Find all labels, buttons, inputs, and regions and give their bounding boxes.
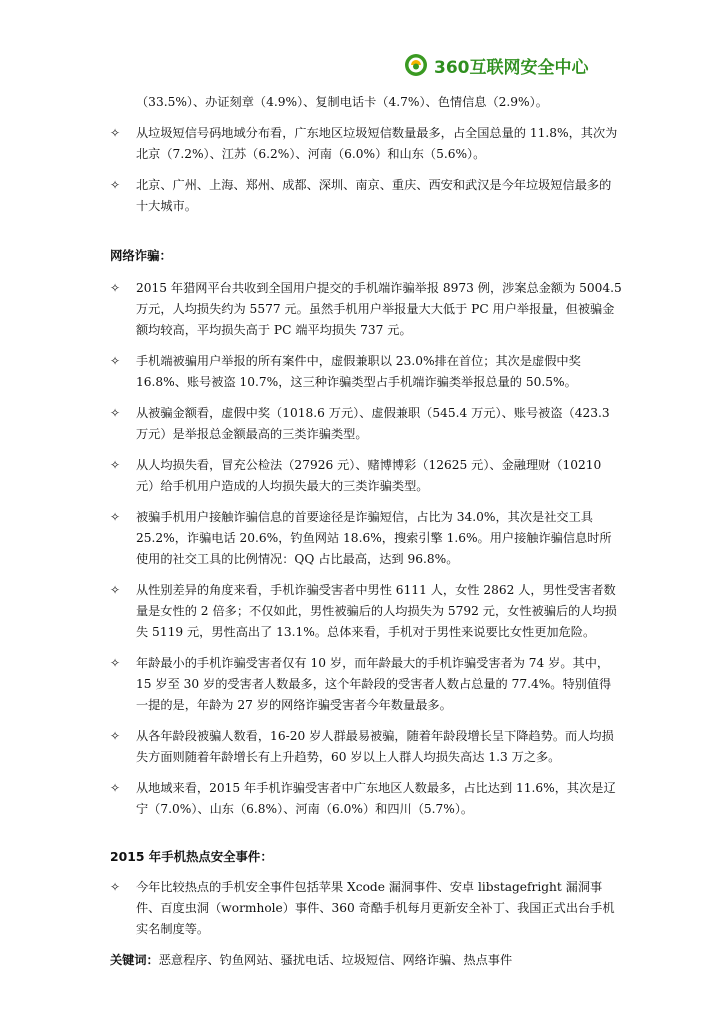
bullet-mark-icon: ✧	[110, 656, 121, 670]
bullet-mark-icon: ✧	[110, 583, 121, 597]
bullet-mark-icon: ✧	[110, 458, 121, 472]
bullet-mark-icon: ✧	[110, 406, 121, 420]
list-item-text: 北京、广州、上海、郑州、成都、深圳、南京、重庆、西安和武汉是今年垃圾短信最多的十大城市。	[136, 178, 612, 213]
bullet-mark-icon: ✧	[110, 729, 121, 743]
list-item	[110, 580, 622, 643]
list-item	[110, 877, 622, 940]
intro-continuation	[110, 92, 622, 113]
list-item-text: 2015 年猎网平台共收到全国用户提交的手机端诈骗举报 8973 例，涉案总金额为 5004.5 万元，人均损失约为 5577 元。虽然手机用户举报量大大低于 PC 用户举报量，但被骗金额均较高，平均损失高于 PC 端平均损失 737 元。	[136, 281, 622, 337]
bullet-mark-icon: ✧	[110, 781, 121, 795]
list-item	[110, 403, 622, 445]
list-item-text: 今年比较热点的手机安全事件包括苹果 Xcode 漏洞事件、安卓 libstagefright 漏洞事件、百度虫洞（wormhole）事件、360 奇酷手机每月更新安全补丁、我国正式出台手机实名制度等。	[136, 880, 615, 936]
bullet-mark-icon: ✧	[110, 354, 121, 368]
keywords-label: 关键词：	[110, 953, 159, 967]
list-item	[110, 278, 622, 341]
list-item-text: 被骗手机用户接触诈骗信息的首要途径是诈骗短信，占比为 34.0%，其次是社交工具 25.2%，诈骗电话 20.6%，钓鱼网站 18.6%，搜索引擎 1.6%。用户接触诈骗信息时所使用的社交工具的比例情况：QQ 占比最高，达到 96.8%。	[136, 510, 612, 566]
bullet-mark-icon: ✧	[110, 178, 121, 192]
document-body	[110, 92, 622, 971]
list-item-text: 从人均损失看，冒充公检法（27926 元）、赌博博彩（12625 元）、金融理财（10210 元）给手机用户造成的人均损失最大的三类诈骗类型。	[136, 458, 602, 493]
paragraph-text: （33.5%）、办证刻章（4.9%）、复制电话卡（4.7%）、色情信息（2.9%）。	[136, 95, 548, 109]
keywords-line	[110, 950, 622, 971]
360-shield-icon	[404, 53, 428, 77]
list-item	[110, 455, 622, 497]
bullet-mark-icon: ✧	[110, 126, 121, 140]
section-heading-fraud: 网络诈骗：	[110, 248, 172, 263]
list-item-text: 从地域来看，2015 年手机诈骗受害者中广东地区人数最多，占比达到 11.6%，其次是辽宁（7.0%）、山东（6.8%）、河南（6.0%）和四川（5.7%）。	[136, 781, 616, 816]
logo-text: 360互联网安全中心	[434, 57, 589, 78]
bullet-mark-icon: ✧	[110, 510, 121, 524]
header-logo	[404, 52, 626, 78]
list-item	[110, 778, 622, 820]
list-item	[110, 351, 622, 393]
bullet-mark-icon: ✧	[110, 281, 121, 295]
list-item	[110, 123, 622, 165]
list-item-text: 从性别差异的角度来看，手机诈骗受害者中男性 6111 人，女性 2862 人，男性受害者数量是女性的 2 倍多；不仅如此，男性被骗后的人均损失为 5792 元，女性被骗后的人均损失 5119 元，男性高出了 13.1%。总体来看，手机对于男性来说要比女性更加危险。	[136, 583, 617, 639]
section-heading-hot-events: 2015 年手机热点安全事件：	[110, 849, 273, 864]
list-item-text: 年龄最小的手机诈骗受害者仅有 10 岁，而年龄最大的手机诈骗受害者为 74 岁。其中，15 岁至 30 岁的受害者人数最多，这个年龄段的受害者人数占总量的 77.4%。特别值得一提的是，年龄为 27 岁的网络诈骗受害者今年数量最多。	[136, 656, 612, 712]
list-item	[110, 653, 622, 716]
list-item-text: 从垃圾短信号码地域分布看，广东地区垃圾短信数量最多，占全国总量的 11.8%，其次为北京（7.2%）、江苏（6.2%）、河南（6.0%）和山东（5.6%）。	[136, 126, 618, 161]
list-item	[110, 726, 622, 768]
bullet-mark-icon: ✧	[110, 880, 121, 894]
list-item	[110, 175, 622, 217]
list-item-text: 从被骗金额看，虚假中奖（1018.6 万元）、虚假兼职（545.4 万元）、账号被盗（423.3 万元）是举报总金额最高的三类诈骗类型。	[136, 406, 610, 441]
list-item-text: 手机端被骗用户举报的所有案件中，虚假兼职以 23.0%排在首位；其次是虚假中奖 16.8%、账号被盗 10.7%，这三种诈骗类型占手机端诈骗类举报总量的 50.5%。	[136, 354, 581, 389]
list-item	[110, 507, 622, 570]
list-item-text: 从各年龄段被骗人数看，16-20 岁人群最易被骗，随着年龄段增长呈下降趋势。而人均损失方面则随着年龄增长有上升趋势，60 岁以上人群人均损失高达 1.3 万之多。	[136, 729, 614, 764]
keywords-text: 恶意程序、钓鱼网站、骚扰电话、垃圾短信、网络诈骗、热点事件	[158, 953, 513, 967]
